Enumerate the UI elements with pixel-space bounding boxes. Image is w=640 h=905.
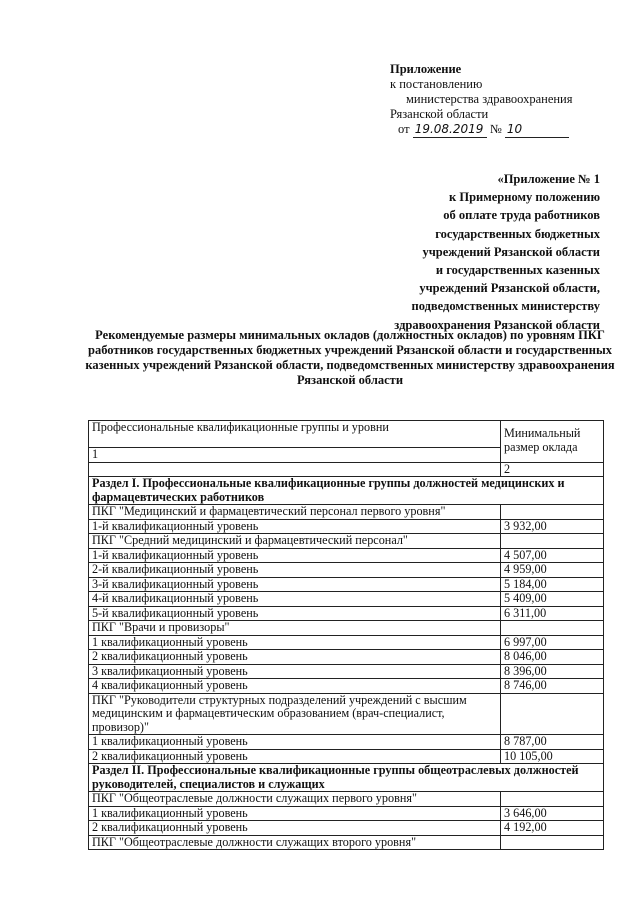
appendix1-block [394,170,600,334]
table-row-group [89,835,604,850]
row-value: 8 746,00 [501,679,604,694]
appendix1-line: учреждений Рязанской области, [419,281,600,296]
col2-header: Минимальный размер оклада [501,421,604,463]
row-label: 4 квалификационный уровень [89,679,501,694]
row-label: ПКГ "Врачи и провизоры" [89,621,501,636]
salary-table [88,420,604,850]
row-value [501,534,604,549]
row-label: 2 квалификационный уровень [89,821,501,836]
appendix1-line: и государственных казенных [435,263,600,278]
row-label: 1 квалификационный уровень [89,735,501,750]
row-value: 3 932,00 [501,519,604,534]
row-value: 10 105,00 [501,749,604,764]
row-value: 5 409,00 [501,592,604,607]
table-row-level [89,806,604,821]
row-value: 4 507,00 [501,548,604,563]
table-row-level [89,821,604,836]
table-row-level [89,749,604,764]
row-label: ПКГ "Общеотраслевые должности служащих первого уровня" [89,792,501,807]
appendix1-line: подведомственных министерству [411,299,600,314]
table-row-level [89,519,604,534]
table-row-level [89,606,604,621]
appendix1-line: здравоохранения Рязанской области [394,317,600,332]
appendix1-line: государственных бюджетных [435,226,600,241]
appendix-line: министерства здравоохранения [406,92,573,106]
handwritten-date: 19.08.2019 [413,122,487,138]
appendix1-line: учреждений Рязанской области [422,244,600,259]
table-row-section [89,764,604,792]
table-row-level [89,664,604,679]
row-label: 1-й квалификационный уровень [89,548,501,563]
row-value: 6 997,00 [501,635,604,650]
row-value [501,693,604,735]
appendix1-line: об оплате труда работников [443,208,600,223]
row-label: ПКГ "Средний медицинский и фармацевтический персонал" [89,534,501,549]
row-value [501,792,604,807]
col1-header: Профессиональные квалификационные группы и уровни [89,421,501,448]
appendix1-line: к Примерному положению [449,190,600,205]
table-row-group [89,505,604,520]
row-value [501,835,604,850]
row-label: 3-й квалификационный уровень [89,577,501,592]
table-row-level [89,548,604,563]
table-row-section [89,477,604,505]
row-label: 1 квалификационный уровень [89,635,501,650]
row-label: 2-й квалификационный уровень [89,563,501,578]
row-value: 8 046,00 [501,650,604,665]
row-label: ПКГ "Руководители структурных подразделений учреждений с высшим медицинским и фармацевтическим образованием (врач-специалист, провизор)" [89,693,501,735]
appendix-line: Рязанской области [390,107,489,121]
row-label: 5-й квалификационный уровень [89,606,501,621]
row-value: 4 959,00 [501,563,604,578]
table-row-level [89,650,604,665]
appendix-line: к постановлению [390,77,483,91]
row-value: 3 646,00 [501,806,604,821]
row-label: 4-й квалификационный уровень [89,592,501,607]
appendix1-line: «Приложение № 1 [497,172,600,186]
row-value [501,505,604,520]
date-number-line [390,122,573,138]
row-value: 5 184,00 [501,577,604,592]
col1-number: 1 [89,448,501,463]
appendix-line: Приложение [390,62,462,76]
number-prefix: № [489,122,502,136]
appendix-header [390,62,573,138]
table-row-level [89,563,604,578]
date-prefix: от [398,122,410,136]
row-value: 8 396,00 [501,664,604,679]
table-row-group [89,621,604,636]
row-value: 6 311,00 [501,606,604,621]
row-value [501,621,604,636]
row-label: 2 квалификационный уровень [89,749,501,764]
col2-number: 2 [501,462,604,477]
table-row-level [89,679,604,694]
row-label: ПКГ "Медицинский и фармацевтический персонал первого уровня" [89,505,501,520]
table-row-level [89,635,604,650]
document-title: Рекомендуемые размеры минимальных окладов (должностных окладов) по уровням ПКГ работников государственных бюджетных учреждений Рязанской области и государственных казенных учреждений Рязанской области, подведомственных министерству здравоохранения Рязанской области [85,328,615,387]
table-row-group [89,534,604,549]
table-row-group [89,693,604,735]
row-label: 1 квалификационный уровень [89,806,501,821]
row-label: 1-й квалификационный уровень [89,519,501,534]
row-label: 2 квалификационный уровень [89,650,501,665]
section-heading: Раздел II. Профессиональные квалификационные группы общеотраслевых должностей руководителей, специалистов и служащих [89,764,604,792]
table-row-level [89,735,604,750]
table-row-level [89,592,604,607]
handwritten-number: 10 [505,122,569,138]
section-heading: Раздел I. Профессиональные квалификационные группы должностей медицинских и фармацевтических работников [89,477,604,505]
table-row-level [89,577,604,592]
table-row-group [89,792,604,807]
row-label: ПКГ "Общеотраслевые должности служащих второго уровня" [89,835,501,850]
row-value: 4 192,00 [501,821,604,836]
row-label: 3 квалификационный уровень [89,664,501,679]
row-value: 8 787,00 [501,735,604,750]
table-header-row [89,421,604,448]
